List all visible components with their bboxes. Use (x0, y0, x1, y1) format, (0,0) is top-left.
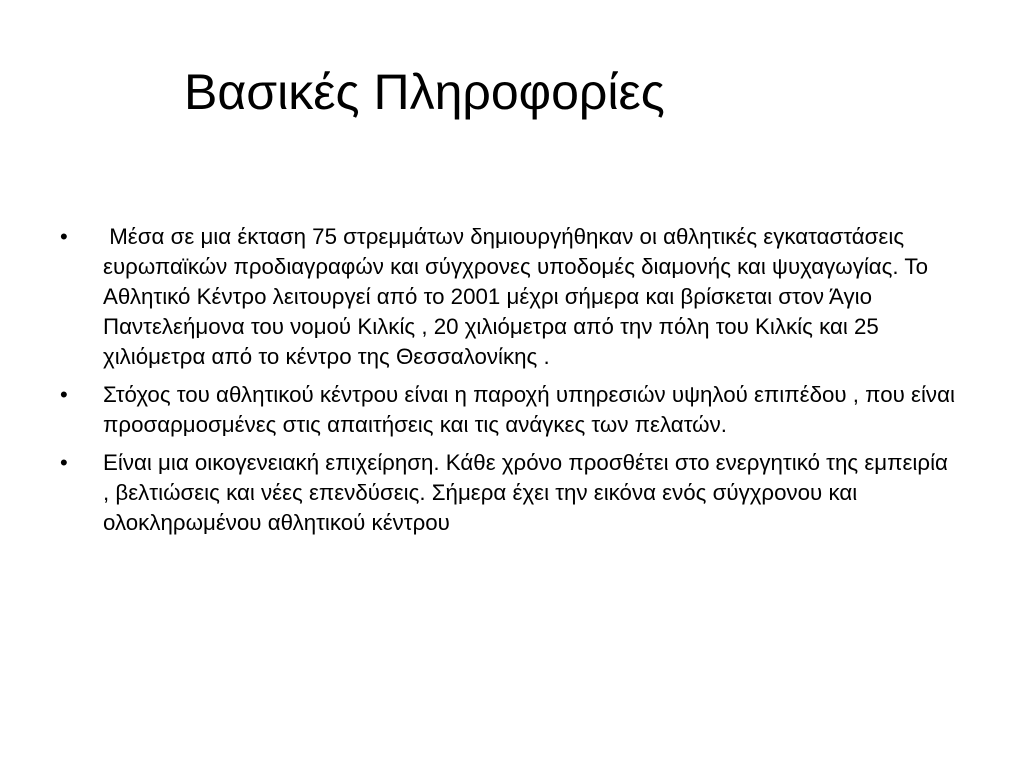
bullet-text: Είναι μια οικογενειακή επιχείρηση. Κάθε χρόνο προσθέτει στο ενεργητικό της εμπειρία , βελτιώσεις και νέες επενδύσεις. Σήμερα έχει την εικόνα ενός σύγχρονου και ολοκληρωμένου αθλητικού κέντρου (103, 450, 948, 535)
bullet-item (60, 380, 960, 440)
bullet-item (60, 448, 960, 538)
bullet-dot-icon: • (60, 382, 68, 407)
bullet-dot-icon: • (60, 224, 68, 249)
bullet-list (60, 222, 960, 546)
bullet-text: Μέσα σε μια έκταση 75 στρεμμάτων δημιουργήθηκαν οι αθλητικές εγκαταστάσεις ευρωπαϊκών προδιαγραφών και σύγχρονες υποδομές διαμονής και ψυχαγωγίας. Το Αθλητικό Κέντρο λειτουργεί από το 2001 μέχρι σήμερα και βρίσκεται στον Άγιο Παντελεήμονα του νομού Κιλκίς , 20 χιλιόμετρα από την πόλη του Κιλκίς και 25 χιλιόμετρα από το κέντρο της Θεσσαλονίκης . (103, 224, 933, 369)
bullet-dot-icon: • (60, 450, 68, 475)
bullet-item (60, 222, 960, 372)
bullet-text: Στόχος του αθλητικού κέντρου είναι η παροχή υπηρεσιών υψηλού επιπέδου , που είναι προσαρμοσμένες στις απαιτήσεις και τις ανάγκες των πελατών. (103, 382, 955, 437)
slide-title: Βασικές Πληροφορίες (184, 64, 665, 120)
